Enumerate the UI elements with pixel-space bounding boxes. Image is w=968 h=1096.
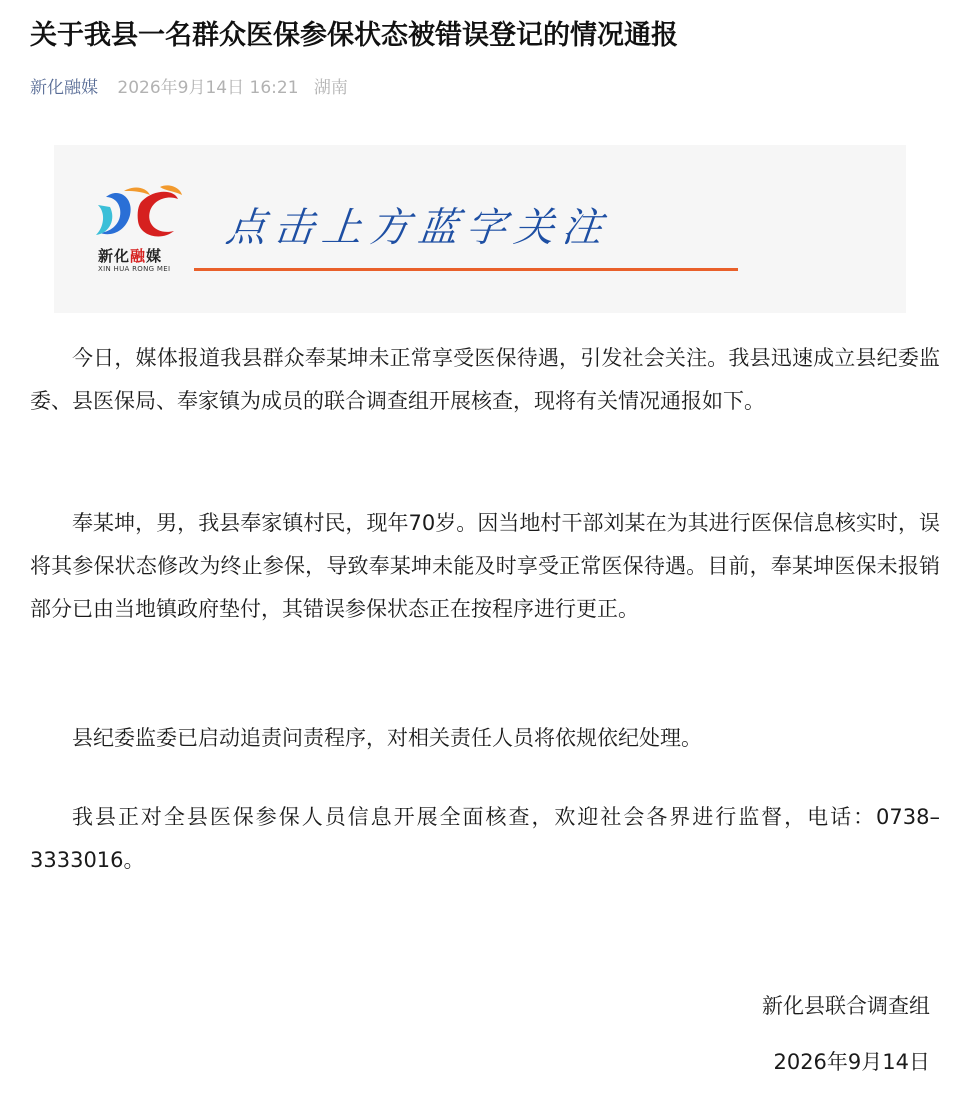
publish-date: 2026年9月14日 16:21 xyxy=(117,78,299,98)
logo-mark-icon xyxy=(94,183,184,245)
author-link[interactable]: 新化融媒 xyxy=(30,78,98,98)
logo-cn-suffix: 媒 xyxy=(146,247,163,265)
logo-pinyin-name: XIN HUA RONG MEI xyxy=(98,265,171,273)
article-paragraph-3: 县纪委监委已启动追责问责程序，对相关责任人员将依规依纪处理。 xyxy=(72,726,702,750)
logo-cn-red-char: 融 xyxy=(130,247,147,265)
logo-chinese-name xyxy=(98,245,188,266)
article-paragraph-2: 奉某坤，男，我县奉家镇村民，现年70岁。因当地村干部刘某在为其进行医保信息核实时，误将其参保状态修改为终止参保，导致奉某坤未能及时享受正常医保待遇。目前，奉某坤医保未报销部分已由当地镇政府垫付，其错误参保状态正在按程序进行更正。 xyxy=(30,511,940,621)
logo-cn-prefix: 新化 xyxy=(98,247,131,265)
article-paragraph-1: 今日，媒体报道我县群众奉某坤未正常享受医保待遇，引发社会关注。我县迅速成立县纪委监委、县医保局、奉家镇为成员的联合调查组开展核查，现将有关情况通报如下。 xyxy=(30,346,940,413)
slogan-underline xyxy=(194,268,738,271)
publish-region: 湖南 xyxy=(313,78,348,98)
signature-org: 新化县联合调查组 xyxy=(762,994,930,1018)
follow-slogan: 点击上方蓝字关注 xyxy=(223,205,613,251)
article-meta xyxy=(30,74,348,102)
signature-date: 2026年9月14日 xyxy=(773,1050,930,1074)
article-paragraph-4: 我县正对全县医保参保人员信息开展全面核查，欢迎社会各界进行监督，电话：0738–3333016。 xyxy=(30,805,940,872)
follow-banner[interactable] xyxy=(54,145,906,313)
xinhua-rongmei-logo xyxy=(94,183,184,279)
article-title: 关于我县一名群众医保参保状态被错误登记的情况通报 xyxy=(30,20,678,51)
